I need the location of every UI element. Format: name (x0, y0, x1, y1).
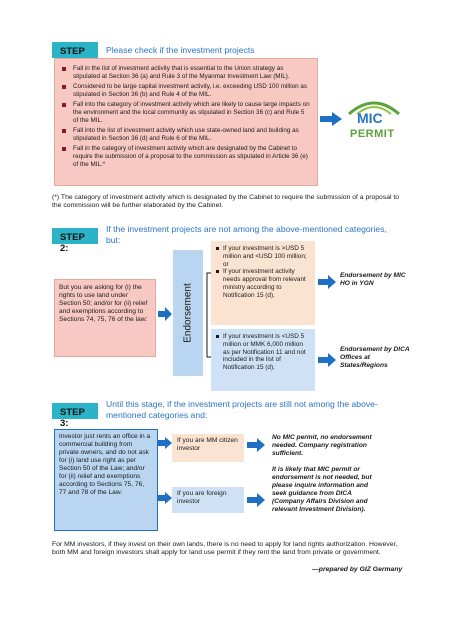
condition-item: If your investment is >USD 5 million and <USD 100 million; or (215, 245, 311, 268)
mic-logo-letters: MIC (357, 110, 383, 126)
foreign-investor-box: If you are foreign investor (172, 487, 244, 513)
criteria-item: Fall into the category of investment activity which are likely to cause large impacts on the environment and the local community as stipulated in Section 36 (c) and Rule 5 of the MIL. (59, 101, 311, 124)
credit: —prepared by GIZ Germany (312, 566, 403, 573)
lower-result: Endorsement by DICA Offices at States/Regions (340, 346, 410, 369)
criteria-item: Fall in the list of investment activity that is essential to the Union strategy as stipulated at Section 36 (a) and Rule 3 of the Myanmar Investment Law (MIL). (59, 65, 311, 80)
arrow-right-icon (318, 275, 336, 289)
step2-title: If the investment projects are not among the above-mentioned categories, but: (106, 224, 387, 245)
criteria-list (59, 65, 311, 168)
arrow-right-icon (320, 112, 342, 126)
step1-label: STEP (52, 42, 98, 58)
criteria-item: Fall in the category of investment activity which are designated by the Cabinet to require the submission of a proposal to the commission as stipulated in Article 36 (e) of the MIL.* (59, 145, 311, 168)
footnote: (*) The category of investment activity which is designated by the Cabinet to require the submission of a proposal to the commission will be further elaborated by the Cabinet. (52, 194, 400, 210)
arrow-right-icon (158, 437, 172, 449)
step2-label: STEP 2: (52, 228, 98, 244)
arrow-right-icon (158, 307, 172, 321)
mic-permit-logo (343, 96, 405, 148)
bottom-note: For MM investors, if they invest on their own lands, there is no need to apply for land rights authorization. However, both MM and foreign investors shall apply for land use permit if they rent the land from private or government. (52, 541, 398, 557)
step1-title: Please check if the investment projects (106, 45, 255, 55)
condition-item: If your investment is <USD 5 million or MMK 6,000 million as per Notification 11 and not included in the list of Notification 15 (d). (215, 333, 311, 372)
upper-condition-list (215, 245, 311, 300)
mm-investor-box: If you are MM citizen investor (172, 434, 244, 462)
lower-condition-list (215, 333, 311, 372)
foreign-result: It is likely that MIC permit or endorsement is not needed, but please inquire information and seek guidance from DICA (Company Affairs Division and relevant Investment Division). (272, 466, 372, 513)
arrow-right-icon (158, 492, 172, 504)
step2-condition-box: But you are asking for (i) the rights to use land under Section 50; and/or for (ii) relief and exemptions according to Sections 74, 75, 76 of the law: (54, 279, 156, 357)
upper-result: Endorsement by MIC HO in YGN (340, 272, 406, 287)
arrow-right-icon (247, 493, 265, 507)
permit-logo-word: PERMIT (350, 128, 395, 140)
step1-criteria-box (54, 58, 318, 186)
step3-condition-box: Investor just rents an office in a commercial building from private owners, and do not ask for (i) land use right as per Section 50 of the Law; and/or for (ii) relief and exemptions according to Sections 75, 76, 77 and 78 of the Law. (54, 429, 158, 531)
endorsement-label: Endorsement (182, 283, 194, 343)
lower-condition-box (211, 329, 315, 391)
step3-title: Until this stage, if the investment projects are still not among the above-mentioned categories and: (106, 399, 378, 420)
step3-label: STEP 3: (52, 403, 98, 419)
endorsement-box (173, 250, 203, 376)
arrow-right-icon (318, 353, 336, 367)
criteria-item: Considered to be large capital investment activity, i.e. exceeding USD 100 million as stipulated in Section 36 (b) and Rule 4 of the MIL. (59, 83, 311, 98)
arrow-right-icon (247, 438, 265, 452)
upper-condition-box (211, 241, 315, 325)
criteria-item: Fall into the list of investment activity which use state-owned land and building as stipulated in Section 36 (d) and Rule 6 of the MIL. (59, 127, 311, 142)
mm-result: No MIC permit, no endorsement needed. Company registration sufficient. (272, 434, 372, 457)
condition-item: If your investment activity needs approval from relevant ministry according to Notification 15 (d). (215, 268, 311, 299)
